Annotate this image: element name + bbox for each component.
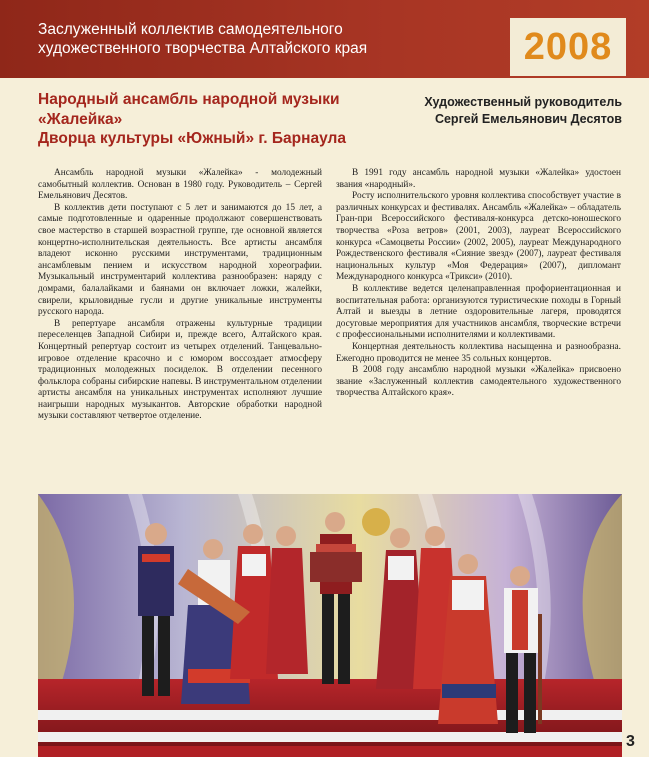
director-name: Сергей Емельянович Десятов	[434, 111, 622, 126]
ensemble-title-line2: «Жалейка»	[38, 110, 123, 128]
director-block	[400, 94, 622, 127]
page-number: 3	[626, 733, 635, 750]
right-paragraph: В коллективе ведется целенаправленная профориентационная и воспитательная работа: организуются туристические походы в Горный Алтай и выезды в летние оздоровительные лагеря, проводятся досуговые мероприятия для участников ансамбля, творческие встречи с профессиональными исполнителями и коллективами.	[336, 283, 621, 341]
ensemble-title-line1: Народный ансамбль народной музыки	[38, 91, 340, 108]
right-column	[336, 168, 621, 400]
year-box	[510, 18, 626, 76]
header-title-line1: Заслуженный коллектив самодеятельного	[38, 21, 343, 38]
ensemble-photo	[38, 494, 622, 757]
header-title-line2: художественного творчества Алтайского края	[38, 40, 368, 57]
right-paragraph: В 2008 году ансамблю народной музыки «Жалейка» присвоено звание «Заслуженный коллектив самодеятельного художественного творчества Алтайского края».	[336, 365, 621, 399]
photo-illustration	[38, 494, 622, 757]
right-paragraph: Росту исполнительского уровня коллектива способствует участие в различных конкурсах и фестивалях. Ансамбль «Жалейка» – обладатель Гран-при Всероссийского фестиваля-конкурса детско-юношеского творчества «Роза ветров» (2001, 2003), лауреат Всероссийского конкурса «Самоцветы России» (2002, 2005), лауреат Международного Рождественского фестиваля «Сияние звезд» (2007), лауреат фестиваля национальных культур «Моя Федерация» (2007), дипломант Международного конкурса «Трикси» (2010).	[336, 191, 621, 283]
left-paragraph: В репертуаре ансамбля отражены культурные традиции переселенцев Западной Сибири и, прежде всего, Алтайского края. Концертный репертуар состоит из четырех отделений. Танцевально-игровое отделение красочно и с юмором воссоздает атмосферу традиционных молодежных посиделок. В отделении песенного фольклора собраны сибирские напевы. В инструментальном отделении артисты ансамбля на уникальных инструментах исполняют лучшие наигрыши народных музыкантов. Авторские обработки народной музыки составляют четвертое отделение.	[38, 318, 322, 422]
right-paragraph: Концертная деятельность коллектива насыщенна и разнообразна. Ежегодно проводится не менее 35 сольных концертов.	[336, 341, 621, 364]
ensemble-title-line3: Дворца культуры «Южный» г. Барнаула	[38, 130, 346, 147]
left-paragraph: Ансамбль народной музыки «Жалейка» - молодежный самобытный коллектив. Основан в 1980 году. Руководитель – Сергей Емельянович Десятов.	[38, 168, 322, 202]
right-paragraph: В 1991 году ансамбль народной музыки «Жалейка» удостоен звания «народный».	[336, 168, 621, 190]
left-paragraph: В коллектив дети поступают с 5 лет и занимаются до 15 лет, а самые подготовленные и одаренные продолжают совершенствовать свое мастерство в старшей возрастной группе, где основной является концертно-исполнительская деятельность. Все артисты ансамбля владеют исконно русскими инструментами, традиционным ансамблевым пением и искусством народной хореографии. Музыкальный инструментарий коллектива разнообразен: наряду с домрами, балалайками и баянами он включает ложки, жалейки, свирели, крыловидные гусли и другие уникальные инструменты русского народа.	[38, 202, 322, 318]
director-role: Художественный руководитель	[424, 95, 622, 109]
left-column	[38, 168, 322, 423]
header-title	[38, 20, 458, 58]
ensemble-title	[38, 90, 378, 149]
header-band	[0, 0, 649, 78]
year-label: 2008	[523, 25, 613, 68]
